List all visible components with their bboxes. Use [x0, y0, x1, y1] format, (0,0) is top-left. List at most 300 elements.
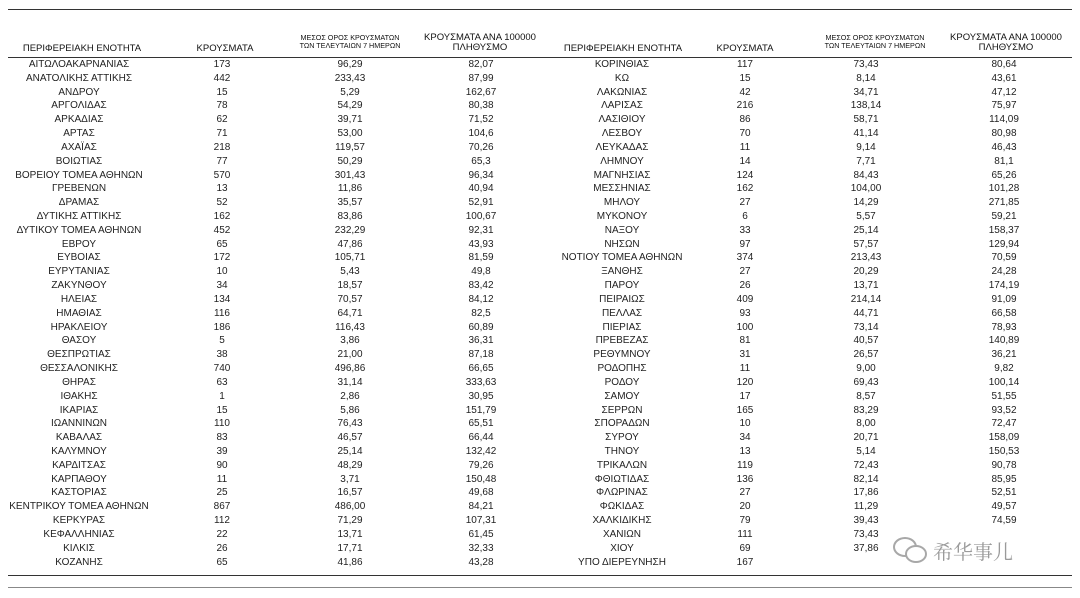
cell-region: ΣΕΡΡΩΝ [601, 404, 643, 416]
cell-cases: 70 [739, 128, 751, 140]
cell-cases: 1 [219, 390, 225, 402]
cell-per100k: 100,14 [988, 376, 1020, 388]
cell-avg7: 25,14 [337, 445, 363, 457]
header-per100k-left-line1: ΚΡΟΥΣΜΑΤΑ ΑΝΑ 100000 [424, 32, 536, 43]
cell-per100k: 158,09 [988, 432, 1020, 444]
cell-avg7: 5,57 [856, 211, 876, 223]
cell-region: ΘΑΣΟΥ [61, 335, 97, 347]
cell-per100k: 83,42 [468, 280, 494, 292]
cell-avg7: 9,14 [856, 141, 876, 153]
cell-avg7: 70,57 [337, 293, 363, 305]
cell-region: ΗΛΕΙΑΣ [60, 293, 98, 305]
cell-per100k: 66,58 [991, 307, 1017, 319]
cell-region: ΑΙΤΩΛΟΑΚΑΡΝΑΝΙΑΣ [28, 59, 130, 70]
cell-cases: 162 [736, 183, 754, 195]
cell-per100k: 32,33 [468, 542, 494, 554]
cell-per100k: 96,34 [468, 169, 494, 181]
cell-cases: 867 [213, 501, 231, 513]
cell-region: ΒΟΡΕΙΟΥ ΤΟΜΕΑ ΑΘΗΝΩΝ [15, 169, 143, 181]
cell-per100k: 65,51 [468, 418, 494, 430]
cell-per100k: 82,07 [468, 59, 494, 70]
cell-region: ΝΗΣΩΝ [604, 238, 640, 250]
cell-cases: 69 [739, 542, 751, 554]
cell-region: ΑΝΔΡΟΥ [58, 86, 100, 98]
cell-cases: 13 [216, 183, 228, 195]
cell-cases: 27 [739, 266, 751, 278]
cell-avg7: 8,14 [856, 72, 876, 84]
header-avg7-left-line1: ΜΕΣΟΣ ΟΡΟΣ ΚΡΟΥΣΜΑΤΩΝ [300, 33, 400, 42]
cell-region: ΙΘΑΚΗΣ [60, 390, 98, 402]
cell-region: ΞΑΝΘΗΣ [601, 266, 643, 278]
cell-avg7: 39,43 [853, 515, 879, 527]
cell-per100k: 78,93 [991, 321, 1017, 333]
cell-cases: 27 [739, 197, 751, 209]
watermark-text: 希华事儿 [933, 539, 1013, 564]
wechat-icon [893, 537, 927, 563]
cell-region: ΦΛΩΡΙΝΑΣ [596, 487, 648, 499]
cell-region: ΚΕΡΚΥΡΑΣ [52, 515, 106, 527]
cell-avg7: 11,29 [853, 501, 879, 513]
cell-per100k: 85,95 [991, 473, 1017, 485]
cell-avg7: 96,29 [337, 59, 363, 70]
cell-per100k: 174,19 [988, 280, 1020, 292]
cell-region: ΜΗΛΟΥ [603, 197, 641, 209]
cell-cases: 134 [213, 293, 231, 305]
cell-region: ΛΑΣΙΘΙΟΥ [598, 114, 646, 126]
cell-avg7: 11,86 [337, 183, 363, 195]
cell-per100k: 36,21 [991, 349, 1017, 361]
cell-avg7: 41,86 [337, 556, 363, 568]
cell-avg7: 104,00 [850, 183, 882, 195]
cell-cases: 65 [216, 238, 228, 250]
cell-avg7: 496,86 [334, 363, 366, 375]
cell-avg7: 8,57 [856, 390, 876, 402]
header-per100k-left-line2: ΠΛΗΘΥΣΜΟ [452, 41, 508, 53]
cell-region: ΝΟΤΙΟΥ ΤΟΜΕΑ ΑΘΗΝΩΝ [561, 252, 683, 264]
cell-avg7: 69,43 [853, 376, 879, 388]
cell-cases: 5 [219, 335, 225, 347]
cell-region: ΛΗΜΝΟΥ [600, 155, 644, 167]
cell-per100k: 91,09 [991, 293, 1017, 305]
cell-per100k: 70,59 [991, 252, 1017, 264]
cell-avg7: 18,57 [337, 280, 363, 292]
cell-avg7: 37,86 [853, 542, 879, 554]
cell-cases: 71 [216, 128, 228, 140]
cell-region: ΧΑΛΚΙΔΙΚΗΣ [592, 515, 652, 527]
cell-cases: 124 [736, 169, 754, 181]
cell-region: ΜΕΣΣΗΝΙΑΣ [593, 183, 651, 195]
watermark [893, 534, 1013, 566]
header-per100k-right-line1: ΚΡΟΥΣΜΑΤΑ ΑΝΑ 100000 [950, 32, 1062, 43]
cell-cases: 218 [213, 141, 231, 153]
cell-cases: 25 [216, 487, 228, 499]
cell-avg7: 3,71 [340, 473, 360, 485]
cell-avg7: 5,43 [340, 266, 360, 278]
cell-cases: 65 [216, 556, 228, 568]
cell-cases: 31 [739, 349, 751, 361]
cell-region: ΘΕΣΠΡΩΤΙΑΣ [47, 349, 111, 361]
cell-avg7: 53,00 [337, 128, 363, 140]
top-rule [8, 9, 1072, 10]
cell-avg7: 20,71 [853, 432, 879, 444]
cell-per100k: 49,68 [468, 487, 494, 499]
cell-region: ΛΑΡΙΣΑΣ [601, 100, 643, 112]
cell-region: ΛΕΥΚΑΔΑΣ [595, 141, 649, 153]
cell-per100k: 333,63 [465, 376, 497, 388]
cell-region: ΕΥΡΥΤΑΝΙΑΣ [48, 266, 110, 278]
cell-avg7: 16,57 [337, 487, 363, 499]
cell-avg7: 83,86 [337, 211, 363, 223]
cell-per100k: 93,52 [991, 404, 1017, 416]
cell-per100k: 107,31 [465, 515, 497, 527]
cell-per100k: 79,26 [468, 459, 494, 471]
cell-region: ΠΑΡΟΥ [604, 280, 640, 292]
cell-avg7: 82,14 [853, 473, 879, 485]
cell-cases: 110 [214, 418, 230, 430]
cell-per100k: 60,89 [468, 321, 494, 333]
cell-region: ΥΠΟ ΔΙΕΡΕΥΝΗΣΗ [578, 556, 666, 568]
cell-cases: 120 [736, 376, 754, 388]
cell-per100k: 74,59 [991, 515, 1017, 527]
cell-region: ΘΕΣΣΑΛΟΝΙΚΗΣ [40, 363, 118, 375]
cell-avg7: 17,86 [853, 487, 879, 499]
cell-cases: 17 [739, 390, 751, 402]
cell-avg7: 3,86 [340, 335, 360, 347]
cell-per100k: 65,26 [991, 169, 1017, 181]
cell-cases: 117 [737, 59, 753, 70]
cell-per100k: 140,89 [988, 335, 1020, 347]
cell-region: ΠΡΕΒΕΖΑΣ [595, 335, 649, 347]
cell-per100k: 59,21 [991, 211, 1017, 223]
cell-avg7: 5,29 [340, 86, 360, 98]
cell-cases: 186 [213, 321, 231, 333]
cell-region: ΣΑΜΟΥ [604, 390, 640, 402]
cell-per100k: 81,59 [468, 252, 494, 264]
cell-avg7: 54,29 [337, 100, 363, 112]
header-avg7-left-line2: ΤΩΝ ΤΕΛΕΥΤΑΙΩΝ 7 ΗΜΕΡΩΝ [299, 40, 401, 50]
bottom-rule-secondary [8, 587, 1072, 588]
cell-region: ΕΒΡΟΥ [61, 238, 97, 250]
cell-region: ΗΜΑΘΙΑΣ [56, 307, 102, 319]
cell-region: ΒΟΙΩΤΙΑΣ [55, 155, 103, 167]
header-rule [8, 57, 1072, 58]
cell-cases: 38 [216, 349, 228, 361]
cell-avg7: 9,00 [856, 363, 876, 375]
cell-cases: 33 [739, 224, 751, 236]
cell-per100k: 150,48 [465, 473, 497, 485]
cell-region: ΚΑΡΔΙΤΣΑΣ [52, 459, 106, 471]
cell-avg7: 7,71 [856, 155, 876, 167]
cell-per100k: 80,38 [468, 100, 494, 112]
cell-cases: 90 [216, 459, 228, 471]
cell-per100k: 72,47 [991, 418, 1017, 430]
cell-region: ΑΡΤΑΣ [63, 128, 95, 140]
cell-cases: 52 [216, 197, 228, 209]
cell-cases: 34 [739, 432, 751, 444]
cell-avg7: 73,14 [853, 321, 879, 333]
cell-avg7: 47,86 [337, 238, 363, 250]
cell-avg7: 14,29 [853, 197, 879, 209]
header-per100k-right [937, 33, 1075, 53]
cell-cases: 11 [216, 473, 228, 485]
cell-cases: 79 [739, 515, 751, 527]
cell-per100k: 70,26 [468, 141, 494, 153]
cell-avg7: 20,29 [853, 266, 879, 278]
cell-per100k: 9,82 [994, 363, 1014, 375]
cell-avg7: 214,14 [850, 293, 882, 305]
cell-cases: 409 [736, 293, 754, 305]
cell-region: ΚΟΖΑΝΗΣ [55, 556, 103, 568]
cell-cases: 116 [214, 307, 230, 319]
cell-region: ΚΕΝΤΡΙΚΟΥ ΤΟΜΕΑ ΑΘΗΝΩΝ [9, 501, 149, 513]
cell-per100k: 43,93 [468, 238, 494, 250]
cell-avg7: 105,71 [334, 252, 366, 264]
cell-per100k: 84,12 [468, 293, 494, 305]
cell-region: ΚΩ [614, 72, 630, 84]
cell-avg7: 46,57 [337, 432, 363, 444]
cell-region: ΤΗΝΟΥ [604, 445, 640, 457]
header-avg7-right [800, 34, 950, 49]
cell-avg7: 21,00 [337, 349, 363, 361]
cell-avg7: 73,43 [853, 528, 879, 540]
cell-per100k: 61,45 [468, 528, 494, 540]
cell-cases: 42 [739, 86, 751, 98]
cell-per100k: 24,28 [991, 266, 1017, 278]
cell-region: ΜΥΚΟΝΟΥ [596, 211, 648, 223]
cell-avg7: 213,43 [850, 252, 882, 264]
cell-region: ΚΟΡΙΝΘΙΑΣ [594, 59, 650, 70]
cell-cases: 374 [736, 252, 754, 264]
cell-avg7: 64,71 [337, 307, 363, 319]
cell-region: ΑΧΑΪΑΣ [61, 141, 97, 153]
cell-cases: 173 [213, 59, 231, 70]
cell-avg7: 31,14 [337, 376, 363, 388]
cell-avg7: 13,71 [337, 528, 363, 540]
cell-cases: 13 [739, 445, 751, 457]
cell-avg7: 48,29 [337, 459, 363, 471]
cell-region: ΛΑΚΩΝΙΑΣ [596, 86, 648, 98]
cell-per100k: 162,67 [465, 86, 497, 98]
cell-avg7: 84,43 [853, 169, 879, 181]
header-avg7-right-line1: ΜΕΣΟΣ ΟΡΟΣ ΚΡΟΥΣΜΑΤΩΝ [825, 33, 925, 42]
cell-region: ΝΑΞΟΥ [604, 224, 640, 236]
cell-region: ΚΑΛΥΜΝΟΥ [51, 445, 107, 457]
cell-per100k: 101,28 [988, 183, 1020, 195]
cell-avg7: 17,71 [337, 542, 363, 554]
cell-cases: 740 [213, 363, 231, 375]
cell-region: ΕΥΒΟΙΑΣ [57, 252, 101, 264]
cell-per100k: 158,37 [988, 224, 1020, 236]
cell-region: ΡΕΘΥΜΝΟΥ [593, 349, 651, 361]
cell-region: ΙΚΑΡΙΑΣ [59, 404, 99, 416]
cell-region: ΧΙΟΥ [610, 542, 634, 554]
cell-region: ΚΑΡΠΑΘΟΥ [51, 473, 107, 485]
cell-cases: 216 [736, 100, 754, 112]
cell-cases: 77 [216, 155, 228, 167]
cell-region: ΚΙΛΚΙΣ [63, 542, 95, 554]
cell-avg7: 486,00 [334, 501, 366, 513]
header-region-right: ΠΕΡΙΦΕΡΕΙΑΚΗ ΕΝΟΤΗΤΑ [563, 43, 683, 54]
cell-per100k: 49,57 [991, 501, 1017, 513]
cell-avg7: 40,57 [853, 335, 879, 347]
cell-region: ΔΡΑΜΑΣ [58, 197, 100, 209]
cell-per100k: 80,98 [991, 128, 1017, 140]
cell-avg7: 2,86 [340, 390, 360, 402]
cell-cases: 11 [739, 363, 751, 375]
cell-region: ΡΟΔΟΠΗΣ [597, 363, 647, 375]
cell-avg7: 5,86 [340, 404, 360, 416]
cell-region: ΦΩΚΙΔΑΣ [599, 501, 645, 513]
header-region-left: ΠΕΡΙΦΕΡΕΙΑΚΗ ΕΝΟΤΗΤΑ [22, 43, 142, 54]
cell-cases: 570 [213, 169, 231, 181]
cell-region: ΙΩΑΝΝΙΝΩΝ [50, 418, 108, 430]
cell-avg7: 73,43 [853, 59, 879, 70]
cell-avg7: 57,57 [853, 238, 879, 250]
header-per100k-left [415, 33, 545, 53]
cell-per100k: 51,55 [991, 390, 1017, 402]
cell-avg7: 71,29 [337, 515, 363, 527]
cell-avg7: 5,14 [856, 445, 876, 457]
cell-avg7: 138,14 [850, 100, 882, 112]
cell-avg7: 50,29 [337, 155, 363, 167]
cell-cases: 10 [739, 418, 751, 430]
cell-region: ΓΡΕΒΕΝΩΝ [51, 183, 107, 195]
header-cases-right: ΚΡΟΥΣΜΑΤΑ [716, 43, 774, 54]
cell-cases: 63 [216, 376, 228, 388]
cell-cases: 162 [213, 211, 231, 223]
cell-avg7: 44,71 [853, 307, 879, 319]
cell-per100k: 30,95 [468, 390, 494, 402]
cell-per100k: 114,09 [989, 114, 1019, 126]
cell-cases: 39 [216, 445, 228, 457]
cell-region: ΚΑΣΤΟΡΙΑΣ [51, 487, 107, 499]
cell-region: ΣΥΡΟΥ [605, 432, 639, 444]
header-avg7-right-line2: ΤΩΝ ΤΕΛΕΥΤΑΙΩΝ 7 ΗΜΕΡΩΝ [824, 40, 926, 50]
cell-per100k: 47,12 [991, 86, 1017, 98]
cell-region: ΠΙΕΡΙΑΣ [602, 321, 642, 333]
cell-avg7: 13,71 [853, 280, 879, 292]
cell-cases: 15 [216, 404, 228, 416]
cell-avg7: 34,71 [853, 86, 879, 98]
cell-cases: 15 [216, 86, 228, 98]
cell-per100k: 87,18 [468, 349, 494, 361]
cell-per100k: 84,21 [468, 501, 494, 513]
cell-per100k: 43,28 [468, 556, 494, 568]
bottom-rule [8, 575, 1072, 576]
header-cases-left: ΚΡΟΥΣΜΑΤΑ [196, 43, 254, 54]
cell-cases: 62 [216, 114, 228, 126]
cell-cases: 78 [216, 100, 228, 112]
cell-per100k: 49,8 [471, 266, 491, 278]
cell-region: ΠΕΙΡΑΙΩΣ [599, 293, 645, 305]
cell-cases: 27 [739, 487, 751, 499]
cell-cases: 26 [216, 542, 228, 554]
cell-per100k: 71,52 [468, 114, 494, 126]
cell-region: ΔΥΤΙΚΟΥ ΤΟΜΕΑ ΑΘΗΝΩΝ [16, 224, 142, 236]
cell-per100k: 75,97 [991, 100, 1017, 112]
cell-per100k: 151,79 [465, 404, 497, 416]
cell-avg7: 119,57 [335, 141, 365, 153]
cell-cases: 136 [736, 473, 754, 485]
cell-cases: 14 [739, 155, 751, 167]
cell-per100k: 100,67 [465, 211, 497, 223]
cell-per100k: 66,65 [468, 363, 494, 375]
cell-per100k: 132,42 [465, 445, 497, 457]
cell-per100k: 87,99 [468, 72, 494, 84]
cell-region: ΡΟΔΟΥ [604, 376, 640, 388]
cell-per100k: 92,31 [468, 224, 494, 236]
cell-avg7: 233,43 [334, 72, 366, 84]
cell-avg7: 301,43 [334, 169, 366, 181]
cell-cases: 86 [739, 114, 751, 126]
cell-region: ΚΕΦΑΛΛΗΝΙΑΣ [43, 528, 115, 540]
cell-per100k: 80,64 [991, 59, 1017, 70]
header-avg7-left [275, 34, 425, 49]
cell-avg7: 83,29 [853, 404, 879, 416]
cell-per100k: 104,6 [468, 128, 494, 140]
cell-avg7: 39,71 [337, 114, 363, 126]
cell-region: ΦΘΙΩΤΙΔΑΣ [594, 473, 650, 485]
cell-region: ΛΕΣΒΟΥ [601, 128, 643, 140]
cell-per100k: 46,43 [991, 141, 1017, 153]
cell-cases: 22 [216, 528, 228, 540]
cell-region: ΠΕΛΛΑΣ [601, 307, 643, 319]
cell-cases: 83 [216, 432, 228, 444]
cell-cases: 26 [739, 280, 751, 292]
cell-region: ΧΑΝΙΩΝ [602, 528, 642, 540]
cell-avg7: 72,43 [853, 459, 879, 471]
cell-per100k: 43,61 [991, 72, 1017, 84]
cell-per100k: 52,51 [991, 487, 1017, 499]
cell-region: ΣΠΟΡΑΔΩΝ [594, 418, 650, 430]
cell-cases: 97 [739, 238, 751, 250]
cell-cases: 15 [739, 72, 751, 84]
cell-cases: 165 [736, 404, 754, 416]
cell-cases: 93 [739, 307, 751, 319]
cell-cases: 172 [213, 252, 231, 264]
cell-region: ΑΡΓΟΛΙΔΑΣ [51, 100, 107, 112]
cell-cases: 81 [739, 335, 751, 347]
cell-cases: 6 [742, 211, 748, 223]
cell-region: ΗΡΑΚΛΕΙΟΥ [50, 321, 108, 333]
cell-cases: 442 [213, 72, 231, 84]
cell-per100k: 271,85 [988, 197, 1020, 209]
cell-per100k: 90,78 [991, 459, 1017, 471]
cell-region: ΚΑΒΑΛΑΣ [55, 432, 103, 444]
cell-region: ΜΑΓΝΗΣΙΑΣ [593, 169, 651, 181]
cell-region: ΘΗΡΑΣ [62, 376, 96, 388]
cell-cases: 100 [736, 321, 754, 333]
cell-cases: 11 [739, 141, 751, 153]
cell-cases: 34 [216, 280, 228, 292]
cell-cases: 112 [214, 515, 230, 527]
cell-per100k: 82,5 [471, 307, 491, 319]
cell-per100k: 36,31 [468, 335, 494, 347]
cell-per100k: 150,53 [988, 445, 1020, 457]
cell-per100k: 66,44 [468, 432, 494, 444]
cell-cases: 167 [736, 556, 754, 568]
cell-per100k: 81,1 [994, 155, 1014, 167]
cell-avg7: 76,43 [337, 418, 363, 430]
cell-avg7: 8,00 [856, 418, 876, 430]
cell-per100k: 40,94 [468, 183, 494, 195]
cell-avg7: 35,57 [337, 197, 363, 209]
cell-region: ΔΥΤΙΚΗΣ ΑΤΤΙΚΗΣ [36, 211, 122, 223]
cell-avg7: 116,43 [335, 321, 365, 333]
cell-avg7: 58,71 [853, 114, 879, 126]
cell-per100k: 52,91 [468, 197, 494, 209]
cell-avg7: 26,57 [853, 349, 879, 361]
